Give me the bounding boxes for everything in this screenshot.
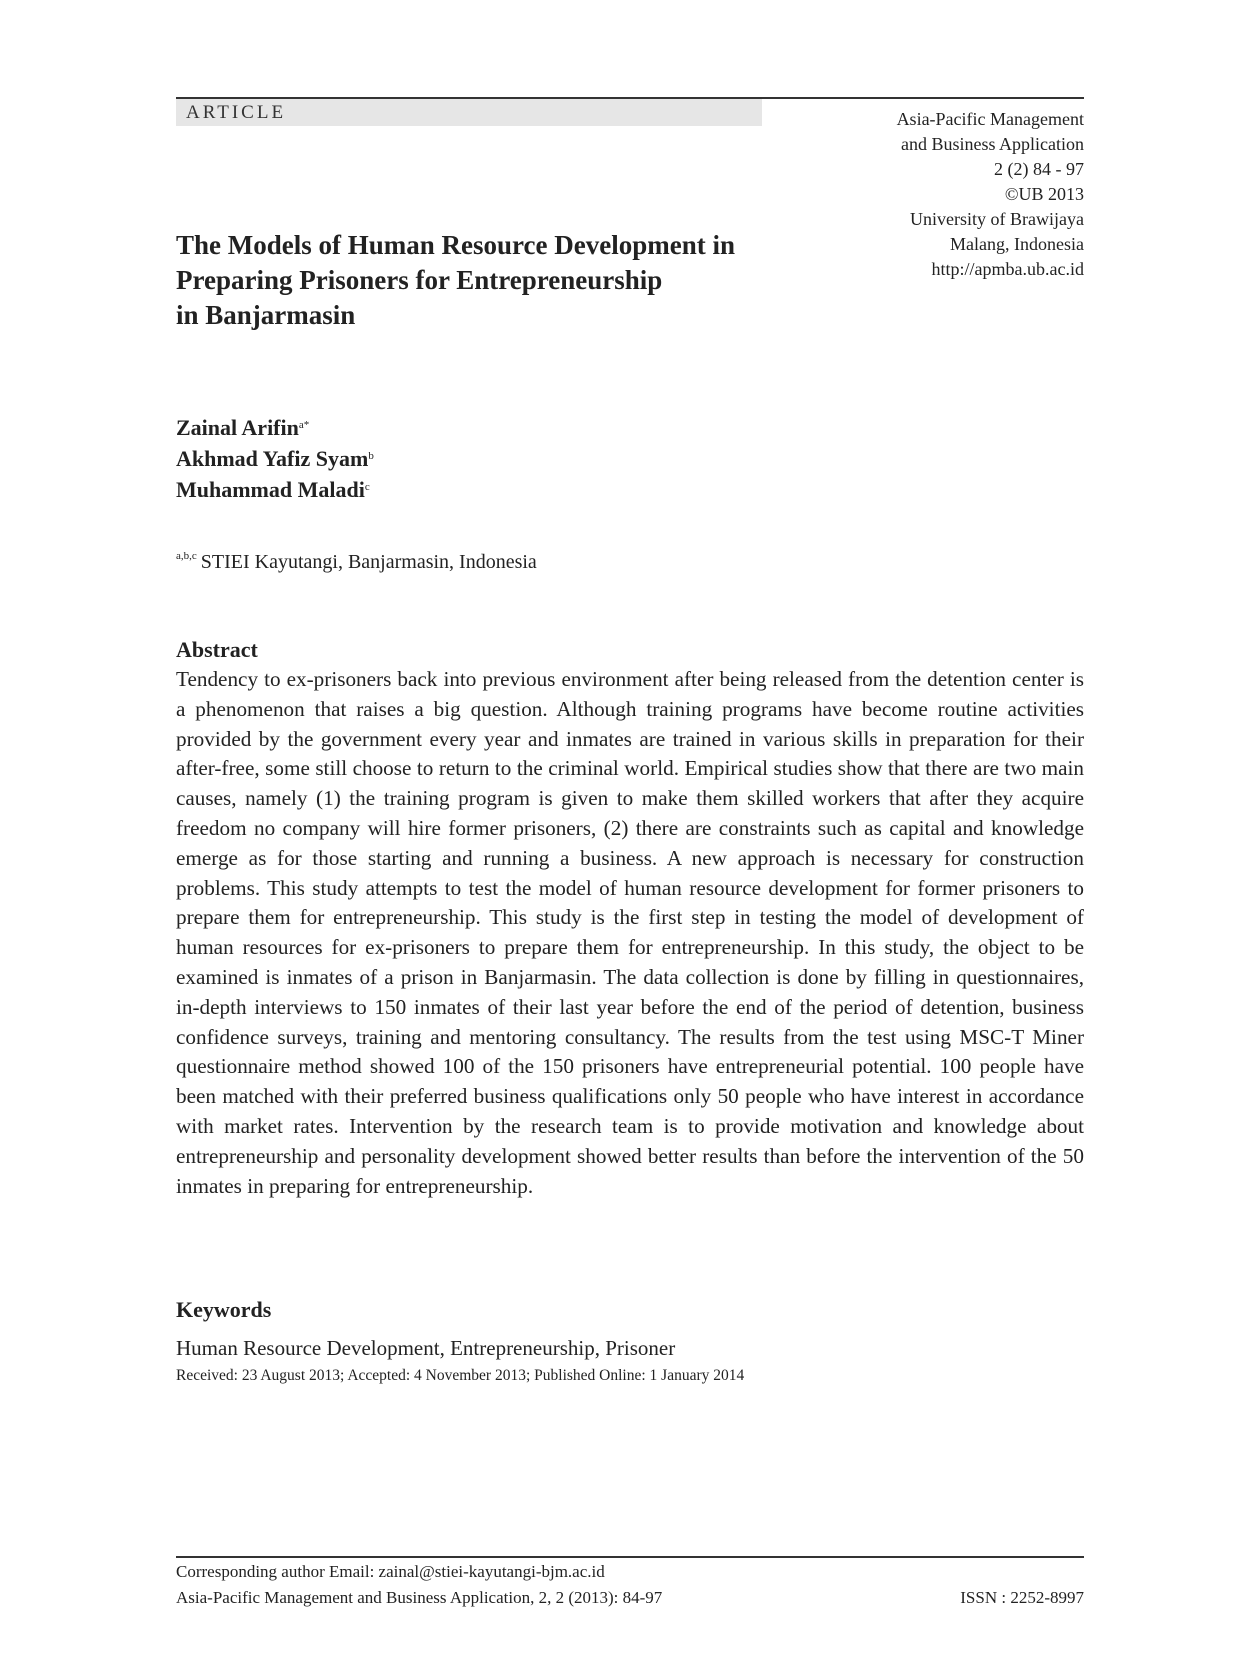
author [176,412,374,443]
journal-info-line: University of Brawijaya [910,209,1084,229]
affiliation [176,551,537,574]
corresponding-author-email: Corresponding author Email: zainal@stiei-kayutangi-bjm.ac.id [176,1562,605,1581]
author-name: Akhmad Yafiz Syam [176,446,369,471]
author-name: Muhammad Maladi [176,477,365,502]
keywords-heading: Keywords [176,1297,272,1322]
publication-dates: Received: 23 August 2013; Accepted: 4 November 2013; Published Online: 1 January 2014 [176,1367,745,1384]
author-list [176,412,374,505]
author-affiliation-mark: b [368,450,374,462]
affiliation-mark: a,b,c [176,550,197,562]
paper-title [176,228,816,333]
title-line: Preparing Prisoners for Entrepreneurship [176,265,663,295]
author [176,474,374,505]
journal-url: http://apmba.ub.ac.id [931,259,1084,279]
title-line: in Banjarmasin [176,300,356,330]
journal-info [897,107,1084,282]
journal-info-line: Malang, Indonesia [950,234,1084,254]
journal-info-line: and Business Application [901,134,1084,154]
journal-info-line: 2 (2) 84 - 97 [994,159,1084,179]
author-affiliation-mark: a* [298,419,310,431]
abstract-text: Tendency to ex-prisoners back into previous environment after being released from the detention center is a phenomenon that raises a big question. Although training programs have become routine activities provided by the government every year and inmates are trained in various skills in preparation for their after-free, some still choose to return to the criminal world. Empirical studies show that there are two main causes, namely (1) the training program is given to make them skilled workers that after they acquire freedom no company will hire former prisoners, (2) there are constraints such as capital and knowledge emerge as for those starting and running a business. A new approach is necessary for construction problems. This study attempts to test the model of human resource development for former prisoners to prepare them for entrepreneurship. This study is the first step in testing the model of development of human resources for ex-prisoners to prepare them for entrepreneurship. In this study, the object to be examined is inmates of a prison in Banjarmasin. The data collection is done by filling in questionnaires, in-depth interviews to 150 inmates of their last year before the end of the period of detention, business confidence surveys, training and mentoring consultancy. The results from the test using MSC-T Miner questionnaire method showed 100 of the 150 prisoners have entrepreneurial potential. 100 people have been matched with their preferred business qualifications only 50 people who have interest in accordance with market rates. Intervention by the research team is to provide motivation and knowledge about entrepreneurship and personality development showed better results than before the intervention of the 50 inmates in preparing for entrepreneurship. [176,667,1084,1198]
author-name: Zainal Arifin [176,415,299,440]
footer-citation: Asia-Pacific Management and Business Application, 2, 2 (2013): 84-97 [176,1588,663,1607]
footer-rule [176,1556,1084,1558]
title-line: The Models of Human Resource Development in [176,230,735,260]
author-affiliation-mark: c [364,481,370,493]
author [176,443,374,474]
affiliation-text: STIEI Kayutangi, Banjarmasin, Indonesia [200,551,537,573]
journal-info-line: Asia-Pacific Management [896,109,1084,129]
keywords-text: Human Resource Development, Entrepreneurship, Prisoner [176,1336,676,1360]
abstract-heading: Abstract [176,637,258,662]
journal-info-line: ©UB 2013 [1004,184,1084,204]
issn: ISSN : 2252-8997 [960,1588,1084,1607]
article-label: ARTICLE [176,99,762,126]
